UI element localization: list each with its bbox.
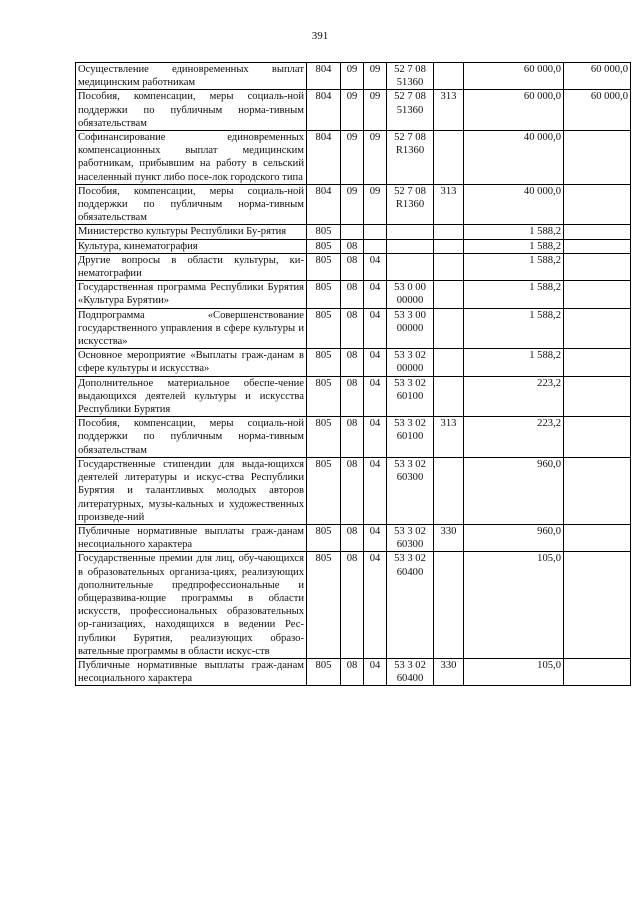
expense-type-code <box>434 239 464 253</box>
target-article-code-part2: 51360 <box>396 77 424 89</box>
target-article-code <box>387 524 434 551</box>
amount: 223,2 <box>464 417 564 458</box>
amount: 60 000,0 <box>464 90 564 131</box>
table-row <box>76 90 631 131</box>
subsection-code: 04 <box>364 253 387 280</box>
page-number: 391 <box>311 30 329 42</box>
ministry-code: 805 <box>307 239 341 253</box>
subsection-code: 04 <box>364 281 387 308</box>
section-code: 09 <box>341 184 364 225</box>
target-article-code-part2: 60300 <box>396 539 424 551</box>
subsection-code <box>364 239 387 253</box>
ministry-code: 805 <box>307 457 341 524</box>
expense-type-code <box>434 131 464 185</box>
amount-federal <box>564 239 631 253</box>
amount-federal <box>564 524 631 551</box>
amount-federal: 60 000,0 <box>564 90 631 131</box>
amount-federal <box>564 308 631 349</box>
table-row <box>76 524 631 551</box>
subsection-code: 04 <box>364 524 387 551</box>
table-row <box>76 131 631 185</box>
amount: 1 588,2 <box>464 253 564 280</box>
item-name: Пособия, компенсации, меры социаль-ной поддержки по публичным норма-тивным обязательствам <box>76 184 307 225</box>
amount: 960,0 <box>464 457 564 524</box>
item-name: Государственные стипендии для выда-ющихся деятелей литературы и искус-ства Республики Бурятия и талантливых молодых авторов литературных, музы-кальных и художественных произведе-ний <box>76 457 307 524</box>
section-code: 08 <box>341 376 364 417</box>
amount-federal <box>564 376 631 417</box>
target-article-code-part2: 51360 <box>396 104 424 116</box>
expense-type-code: 313 <box>434 184 464 225</box>
expense-type-code: 313 <box>434 417 464 458</box>
ministry-code: 805 <box>307 417 341 458</box>
amount: 1 588,2 <box>464 239 564 253</box>
section-code: 08 <box>341 349 364 376</box>
amount-federal <box>564 658 631 685</box>
item-name: Пособия, компенсации, меры социаль-ной поддержки по публичным норма-тивным обязательствам <box>76 90 307 131</box>
budget-table-body <box>76 63 631 686</box>
amount-federal <box>564 225 631 239</box>
section-code: 08 <box>341 281 364 308</box>
table-row <box>76 417 631 458</box>
target-article-code-part1: 53 3 02 <box>394 659 426 671</box>
table-row <box>76 457 631 524</box>
target-article-code-part2: 00000 <box>396 295 424 307</box>
target-article-code <box>387 457 434 524</box>
target-article-code-part2: 60400 <box>396 566 424 578</box>
target-article-code <box>387 349 434 376</box>
target-article-code <box>387 63 434 90</box>
target-article-code-part1: 52 7 08 <box>394 185 426 197</box>
expense-type-code <box>434 552 464 659</box>
section-code: 08 <box>341 308 364 349</box>
subsection-code: 04 <box>364 457 387 524</box>
amount: 40 000,0 <box>464 184 564 225</box>
subsection-code: 04 <box>364 417 387 458</box>
amount: 960,0 <box>464 524 564 551</box>
amount: 40 000,0 <box>464 131 564 185</box>
ministry-code: 805 <box>307 225 341 239</box>
budget-table <box>75 62 631 686</box>
amount-federal <box>564 349 631 376</box>
ministry-code: 805 <box>307 376 341 417</box>
expense-type-code <box>434 253 464 280</box>
section-code: 09 <box>341 131 364 185</box>
target-article-code <box>387 184 434 225</box>
table-row <box>76 658 631 685</box>
target-article-code <box>387 376 434 417</box>
ministry-code: 804 <box>307 131 341 185</box>
section-code: 08 <box>341 239 364 253</box>
expense-type-code <box>434 457 464 524</box>
subsection-code: 04 <box>364 376 387 417</box>
subsection-code: 04 <box>364 658 387 685</box>
target-article-code-part1: 53 3 00 <box>394 309 426 321</box>
target-article-code <box>387 552 434 659</box>
item-name: Пособия, компенсации, меры социаль-ной поддержки по публичным норма-тивным обязательствам <box>76 417 307 458</box>
item-name: Публичные нормативные выплаты граж-данам несоциального характера <box>76 658 307 685</box>
subsection-code: 09 <box>364 90 387 131</box>
table-row <box>76 349 631 376</box>
expense-type-code <box>434 308 464 349</box>
amount: 1 588,2 <box>464 349 564 376</box>
item-name: Государственные премии для лиц, обу-чающихся в образовательных организа-циях, реализующих дополнительные предпрофессиональные и общеразвива-ющие программы в области искусств, профессиональных образовательных ор-ганизациях, находящихся в ведении Рес-публики Бурятия, реализующих образо-вательные программы в области искус-ств <box>76 552 307 659</box>
ministry-code: 805 <box>307 552 341 659</box>
amount: 1 588,2 <box>464 308 564 349</box>
target-article-code-part1: 53 0 00 <box>394 282 426 294</box>
amount: 60 000,0 <box>464 63 564 90</box>
section-code: 08 <box>341 524 364 551</box>
ministry-code: 805 <box>307 281 341 308</box>
section-code: 09 <box>341 63 364 90</box>
expense-type-code <box>434 63 464 90</box>
target-article-code <box>387 239 434 253</box>
target-article-code <box>387 225 434 239</box>
subsection-code <box>364 225 387 239</box>
amount: 105,0 <box>464 552 564 659</box>
target-article-code-part1: 52 7 08 <box>394 91 426 103</box>
expense-type-code <box>434 281 464 308</box>
target-article-code-part1: 52 7 08 <box>394 132 426 144</box>
section-code: 09 <box>341 90 364 131</box>
amount-federal <box>564 457 631 524</box>
amount-federal <box>564 552 631 659</box>
target-article-code-part2: 60300 <box>396 472 424 484</box>
target-article-code-part2: R1360 <box>395 199 425 211</box>
table-row <box>76 308 631 349</box>
amount-federal <box>564 417 631 458</box>
item-name: Культура, кинематография <box>76 239 307 253</box>
subsection-code: 09 <box>364 184 387 225</box>
section-code <box>341 225 364 239</box>
table-row <box>76 239 631 253</box>
subsection-code: 04 <box>364 349 387 376</box>
target-article-code <box>387 308 434 349</box>
expense-type-code: 330 <box>434 524 464 551</box>
amount-federal <box>564 131 631 185</box>
ministry-code: 805 <box>307 308 341 349</box>
subsection-code: 09 <box>364 131 387 185</box>
item-name: Публичные нормативные выплаты граж-данам несоциального характера <box>76 524 307 551</box>
amount-federal <box>564 253 631 280</box>
table-row <box>76 281 631 308</box>
table-row <box>76 225 631 239</box>
amount-federal <box>564 281 631 308</box>
target-article-code-part1: 53 3 02 <box>394 525 426 537</box>
ministry-code: 804 <box>307 90 341 131</box>
target-article-code-part2: 00000 <box>396 322 424 334</box>
item-name: Софинансирование единовременных компенсационных выплат медицинским работникам, прибывшим на работу в сельский населенный пункт либо посе-лок городского типа <box>76 131 307 185</box>
table-row <box>76 184 631 225</box>
target-article-code-part1: 53 3 02 <box>394 458 426 470</box>
amount: 1 588,2 <box>464 281 564 308</box>
expense-type-code <box>434 376 464 417</box>
item-name: Государственная программа Республики Бурятия «Культура Бурятии» <box>76 281 307 308</box>
item-name: Осуществление единовременных выплат медицинским работникам <box>76 63 307 90</box>
target-article-code <box>387 658 434 685</box>
ministry-code: 805 <box>307 524 341 551</box>
ministry-code: 805 <box>307 253 341 280</box>
expense-type-code: 313 <box>434 90 464 131</box>
item-name: Министерство культуры Республики Бу-рятия <box>76 225 307 239</box>
subsection-code: 04 <box>364 552 387 659</box>
target-article-code-part1: 53 3 02 <box>394 553 426 565</box>
target-article-code-part2: 00000 <box>396 363 424 375</box>
ministry-code: 805 <box>307 658 341 685</box>
target-article-code-part1: 52 7 08 <box>394 64 426 75</box>
item-name: Подпрограмма «Совершенствование государственного управления в сфере культуры и искусства» <box>76 308 307 349</box>
target-article-code <box>387 281 434 308</box>
item-name: Дополнительное материальное обеспе-чение выдающихся деятелей культуры и искусства Республики Бурятия <box>76 376 307 417</box>
target-article-code-part2: 60100 <box>396 431 424 443</box>
target-article-code-part1: 53 3 02 <box>394 350 426 362</box>
target-article-code-part2: 60100 <box>396 390 424 402</box>
amount: 105,0 <box>464 658 564 685</box>
table-row <box>76 253 631 280</box>
item-name: Основное мероприятие «Выплаты граж-данам в сфере культуры и искусства» <box>76 349 307 376</box>
target-article-code-part1: 53 3 02 <box>394 377 426 389</box>
section-code: 08 <box>341 253 364 280</box>
section-code: 08 <box>341 658 364 685</box>
amount: 223,2 <box>464 376 564 417</box>
ministry-code: 804 <box>307 184 341 225</box>
table-row <box>76 376 631 417</box>
ministry-code: 804 <box>307 63 341 90</box>
amount: 1 588,2 <box>464 225 564 239</box>
subsection-code: 09 <box>364 63 387 90</box>
target-article-code <box>387 90 434 131</box>
table-row <box>76 552 631 659</box>
target-article-code <box>387 131 434 185</box>
expense-type-code <box>434 349 464 376</box>
subsection-code: 04 <box>364 308 387 349</box>
section-code: 08 <box>341 417 364 458</box>
section-code: 08 <box>341 457 364 524</box>
ministry-code: 805 <box>307 349 341 376</box>
target-article-code <box>387 253 434 280</box>
section-code: 08 <box>341 552 364 659</box>
amount-federal <box>564 184 631 225</box>
target-article-code-part1: 53 3 02 <box>394 418 426 430</box>
expense-type-code <box>434 225 464 239</box>
expense-type-code: 330 <box>434 658 464 685</box>
target-article-code <box>387 417 434 458</box>
amount-federal: 60 000,0 <box>564 63 631 90</box>
table-row <box>76 63 631 90</box>
target-article-code-part2: R1360 <box>395 145 425 157</box>
target-article-code-part2: 60400 <box>396 673 424 685</box>
item-name: Другие вопросы в области культуры, ки-нематографии <box>76 253 307 280</box>
